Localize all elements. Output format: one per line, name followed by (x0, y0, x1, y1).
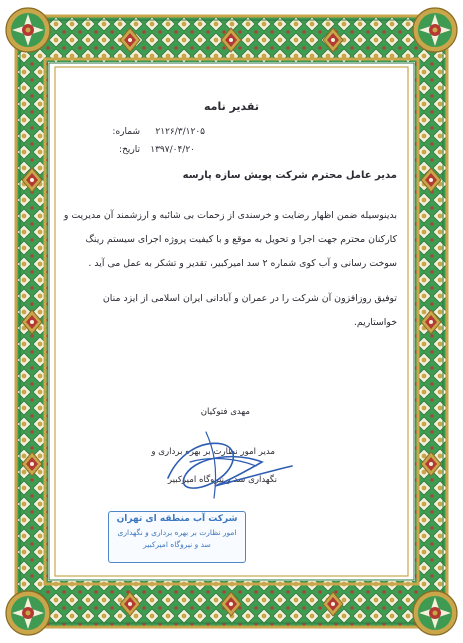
body-line-1: بدینوسیله ضمن اظهار رضایت و خرسندی از زحمات بی شائبه و ارزشمند آن مدیریت و (63, 210, 397, 221)
letter-title: تقدیر نامه (204, 100, 259, 113)
signatory-title-line-1: مدیر امور نظارت بر بهره برداری و (151, 447, 275, 457)
stamp-line-3: سد و نیروگاه امیرکبیر (143, 540, 211, 549)
date-value: ۱۳۹۷/۰۴/۲۰ (150, 145, 195, 155)
signatory-name: مهدی فتوکیان (200, 407, 250, 417)
number-value: ۲۱۲۶/۳/۱۲۰۵ (155, 127, 205, 137)
number-label: شماره: (112, 127, 140, 137)
body-line-2: کارکنان محترم جهت اجرا و تحویل به موقع و با کیفیت پروژه اجرای سیستم رینگ (85, 234, 397, 245)
addressee: مدیر عامل محترم شرکت پویش سازه پارسه (182, 170, 397, 181)
stamp-line-2: امور نظارت بر بهره برداری و نگهداری (117, 528, 237, 537)
date-label: تاریخ: (119, 145, 140, 155)
letter-sheet (58, 70, 405, 573)
body-line-5: خواستاریم. (353, 317, 397, 328)
signatory-title-line-2: نگهداری سد و نیروگاه امیرکبیر (167, 475, 277, 485)
body-line-4: توفیق روزافزون آن شرکت را در عمران و آبادانی ایران اسلامی از ایزد منان (102, 293, 397, 304)
body-line-3: سوخت رسانی و آب کوی شماره ۲ سد امیرکبیر، تقدیر و تشکر به عمل می آید . (88, 258, 397, 269)
stamp-line-1: شرکت آب منطقه ای تهران (116, 514, 238, 524)
official-stamp (108, 511, 246, 563)
